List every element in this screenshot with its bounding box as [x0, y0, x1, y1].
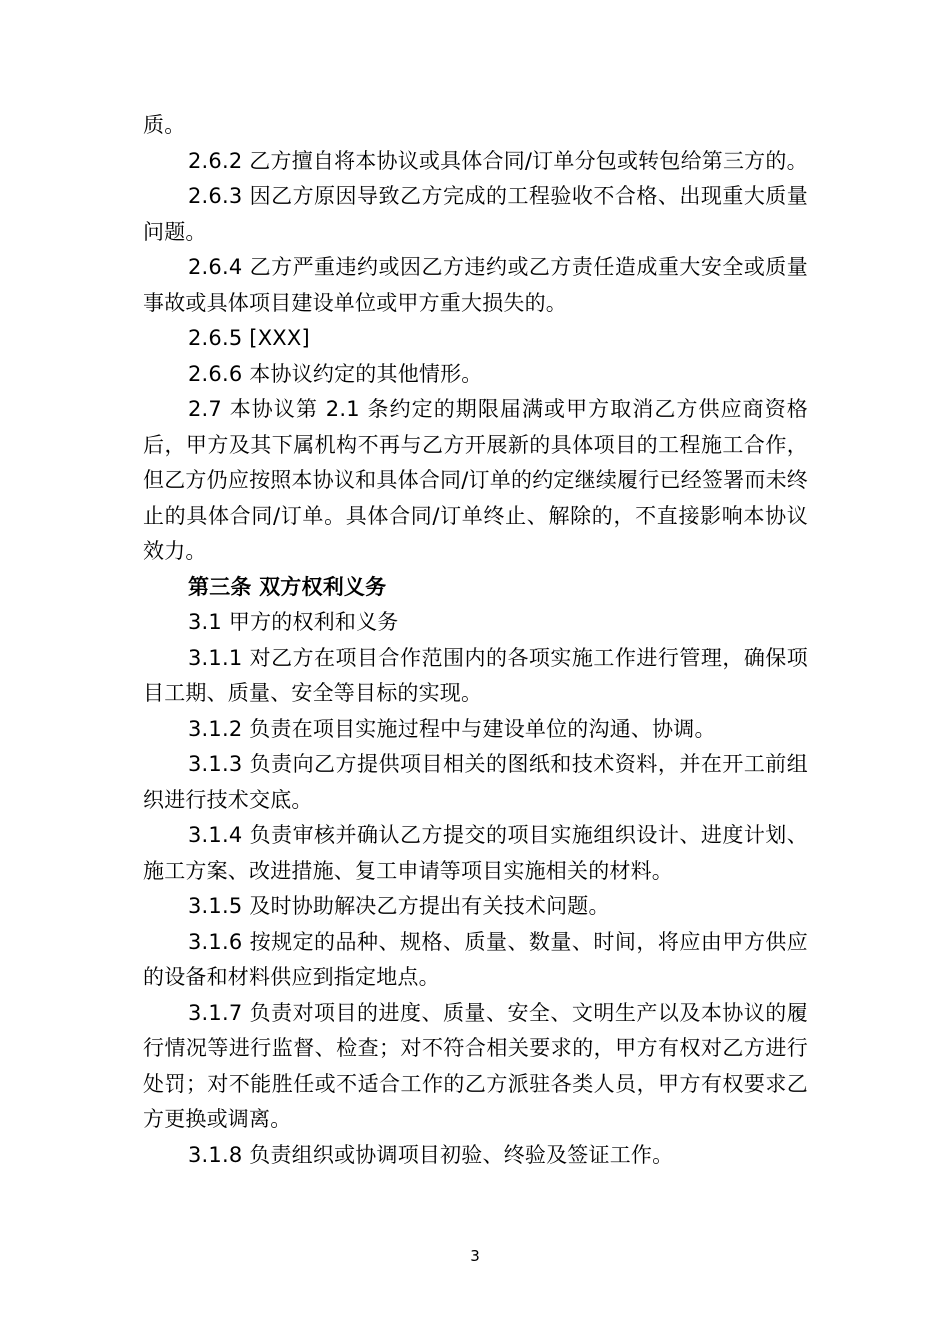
paragraph-2-7: 2.7 本协议第 2.1 条约定的期限届满或甲方取消乙方供应商资格后，甲方及其下属机构不再与乙方开展新的具体项目的工程施工合作，但乙方仍应按照本协议和具体合同/订单的约定继续履行已经签署而未终止的具体合同/订单。具体合同/订单终止、解除的，不直接影响本协议效力。	[143, 397, 808, 563]
paragraph-continuation: 质。	[143, 113, 186, 137]
document-body	[143, 108, 808, 1173]
section-heading-article-3: 第三条 双方权利义务	[188, 574, 387, 599]
paragraph-2-6-6: 2.6.6 本协议约定的其他情形。	[188, 361, 483, 386]
page-number: 3	[470, 1247, 480, 1265]
paragraph-2-6-3: 2.6.3 因乙方原因导致乙方完成的工程验收不合格、出现重大质量问题。	[143, 184, 808, 244]
paragraph-3-1-1: 3.1.1 对乙方在项目合作范围内的各项实施工作进行管理，确保项目工期、质量、安全等目标的实现。	[143, 645, 808, 705]
paragraph-3-1-4: 3.1.4 负责审核并确认乙方提交的项目实施组织设计、进度计划、施工方案、改进措施、复工申请等项目实施相关的材料。	[143, 823, 808, 883]
paragraph-3-1-5: 3.1.5 及时协助解决乙方提出有关技术问题。	[188, 894, 610, 918]
paragraph-2-6-5: 2.6.5 [XXX]	[188, 326, 310, 350]
paragraph-3-1: 3.1 甲方的权利和义务	[188, 610, 399, 634]
paragraph-3-1-2: 3.1.2 负责在项目实施过程中与建设单位的沟通、协调。	[188, 716, 716, 741]
paragraph-3-1-6: 3.1.6 按规定的品种、规格、质量、数量、时间，将应由甲方供应的设备和材料供应到指定地点。	[143, 929, 808, 989]
paragraph-3-1-7: 3.1.7 负责对项目的进度、质量、安全、文明生产以及本协议的履行情况等进行监督、检查；对不符合相关要求的，甲方有权对乙方进行处罚；对不能胜任或不适合工作的乙方派驻各类人员，甲方有权要求乙方更换或调离。	[143, 1000, 808, 1131]
paragraph-2-6-4: 2.6.4 乙方严重违约或因乙方违约或乙方责任造成重大安全或质量事故或具体项目建设单位或甲方重大损失的。	[143, 255, 808, 315]
paragraph-3-1-3: 3.1.3 负责向乙方提供项目相关的图纸和技术资料，并在开工前组织进行技术交底。	[143, 752, 808, 812]
paragraph-2-6-2: 2.6.2 乙方擅自将本协议或具体合同/订单分包或转包给第三方的。	[188, 148, 808, 173]
paragraph-3-1-8: 3.1.8 负责组织或协调项目初验、终验及签证工作。	[188, 1142, 674, 1167]
